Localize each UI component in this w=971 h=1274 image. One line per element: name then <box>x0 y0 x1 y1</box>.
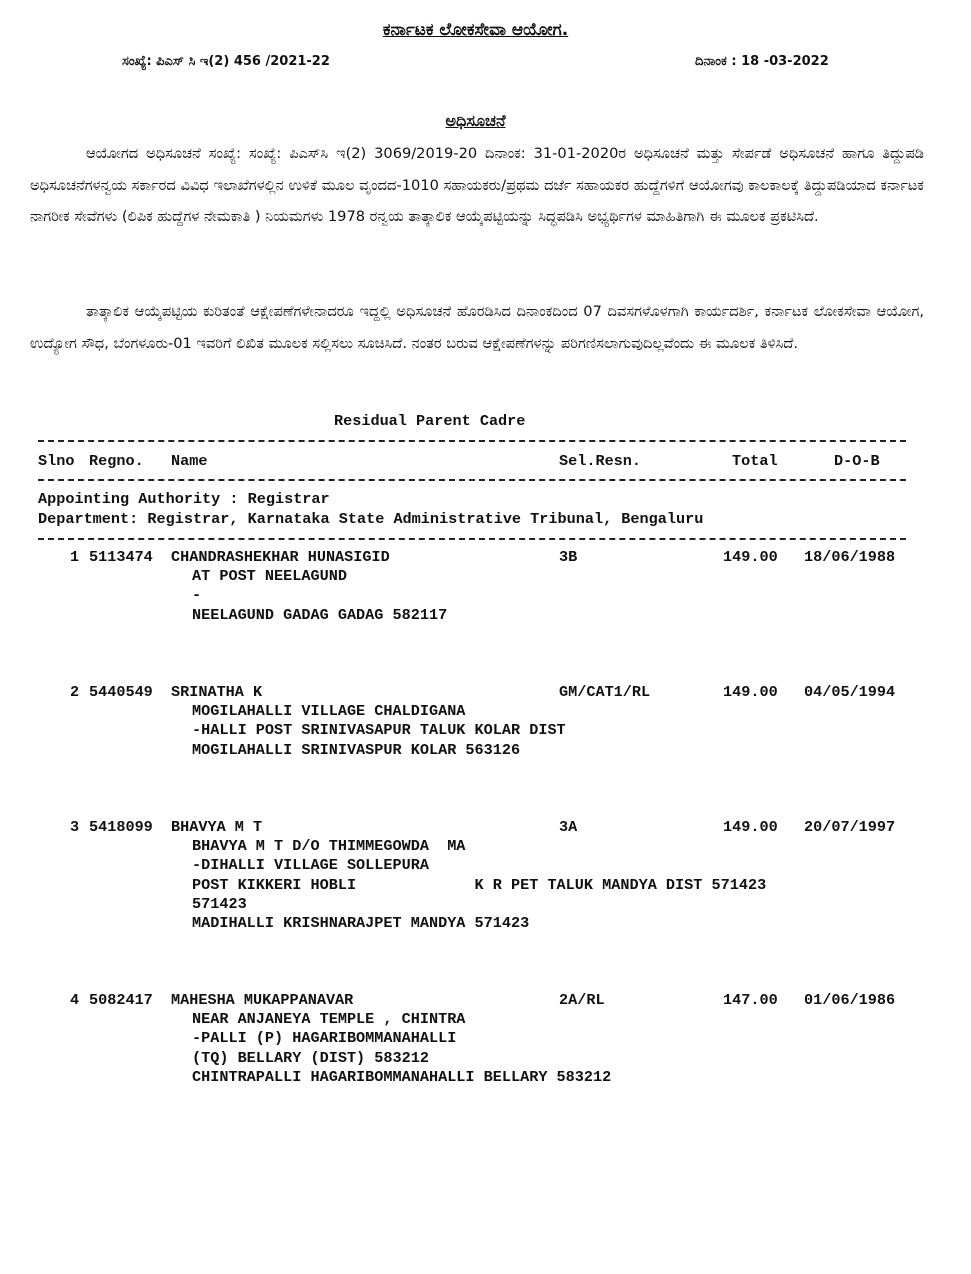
row-total: 149.00 <box>723 818 778 836</box>
table-title: Residual Parent Cadre <box>334 412 526 430</box>
reference-number: ಸಂಖ್ಯೆ: ಪಿಎಸ್ ಸಿ ಇ(2) 456 /2021-22 <box>122 54 330 69</box>
row-address-line: -PALLI (P) HAGARIBOMMANAHALLI <box>192 1029 457 1047</box>
row-name: BHAVYA M T <box>171 818 263 836</box>
row-address-line: 571423 <box>192 895 247 913</box>
row-address-line: (TQ) BELLARY (DIST) 583212 <box>192 1049 429 1067</box>
notice-paragraph-1: ಆಯೋಗದ ಅಧಿಸೂಚನೆ ಸಂಖ್ಯೆ: ಸಂಖ್ಯೆ: ಪಿಎಸ್‌ಸಿ ಇ(2) 3069/2019-20 ದಿನಾಂಕ: 31-01-2020ರ ಅಧಿಸೂಚನೆ ಮತ್ತು ಸೇರ್ಪಡೆ ಅಧಿಸೂಚನೆ ಹಾಗೂ ತಿದ್ದುಪಡಿ ಅಧಿಸೂಚನೆಗಳನ್ವಯ ಸರ್ಕಾರದ ವಿವಿಧ ಇಲಾಖೆಗಳಲ್ಲಿನ ಉಳಿಕೆ ಮೂಲ ವೃಂದದ-1010 ಸಹಾಯಕರು/ಪ್ರಥಮ ದರ್ಜೆ ಸಹಾಯಕರ ಹುದ್ದೆಗಳಿಗೆ ಆಯೋಗವು ಕಾಲಕಾಲಕ್ಕೆ ತಿದ್ದುಪಡಿಯಾದ ಕರ್ನಾಟಕ ನಾಗರೀಕ ಸೇವೆಗಳು (ಲಿಪಿಕ ಹುದ್ದೆಗಳ ನೇಮಕಾತಿ ) ನಿಯಮಗಳು 1978 ರನ್ವಯ ತಾತ್ಕಾಲಿಕ ಆಯ್ಕೆಪಟ್ಟಿಯನ್ನು ಸಿದ್ಧಪಡಿಸಿ ಅಭ್ಯರ್ಥಿಗಳ ಮಾಹಿತಿಗಾಗಿ ಈ ಮೂಲಕ ಪ್ರಕಟಿಸಿದೆ. <box>30 145 924 225</box>
row-dob: 01/06/1986 <box>804 991 896 1009</box>
column-header-regno: Regno. <box>89 452 144 470</box>
column-header-dob: D-O-B <box>834 452 880 470</box>
row-address-line: NEELAGUND GADAG GADAG 582117 <box>192 606 448 624</box>
row-address-line: -HALLI POST SRINIVASAPUR TALUK KOLAR DIST <box>192 721 566 739</box>
row-dob: 20/07/1997 <box>804 818 896 836</box>
row-resn: GM/CAT1/RL <box>559 683 651 701</box>
document-title: ಕರ್ನಾಟಕ ಲೋಕಸೇವಾ ಆಯೋಗ. <box>382 20 569 40</box>
row-address-line: -DIHALLI VILLAGE SOLLEPURA <box>192 856 429 874</box>
row-address-line: MOGILAHALLI SRINIVASPUR KOLAR 563126 <box>192 741 521 759</box>
row-regno: 5440549 <box>89 683 153 701</box>
divider-top <box>38 440 906 442</box>
row-dob: 04/05/1994 <box>804 683 896 701</box>
row-slno: 2 <box>70 683 80 701</box>
row-name: SRINATHA K <box>171 683 263 701</box>
row-total: 147.00 <box>723 991 778 1009</box>
department: Department: Registrar, Karnataka State Administrative Tribunal, Bengaluru <box>38 510 704 528</box>
column-header-total: Total <box>732 452 778 470</box>
row-address-line: - <box>192 586 202 604</box>
row-regno: 5418099 <box>89 818 153 836</box>
column-header-name: Name <box>171 452 208 470</box>
row-resn: 3A <box>559 818 578 836</box>
row-address-line: BHAVYA M T D/O THIMMEGOWDA MA <box>192 837 466 855</box>
row-slno: 1 <box>70 548 80 566</box>
row-address-line: AT POST NEELAGUND <box>192 567 347 585</box>
row-address-line: POST KIKKERI HOBLI K R PET TALUK MANDYA DIST 571423 <box>192 876 767 894</box>
row-regno: 5113474 <box>89 548 153 566</box>
row-address-line: MOGILAHALLI VILLAGE CHALDIGANA <box>192 702 466 720</box>
row-total: 149.00 <box>723 548 778 566</box>
notice-paragraph-2: ತಾತ್ಕಾಲಿಕ ಆಯ್ಕೆಪಟ್ಟಿಯ ಕುರಿತಂತೆ ಆಕ್ಷೇಪಣೆಗಳೇನಾದರೂ ಇದ್ದಲ್ಲಿ ಅಧಿಸೂಚನೆ ಹೊರಡಿಸಿದ ದಿನಾಂಕದಿಂದ 07 ದಿವಸಗಳೊಳಗಾಗಿ ಕಾರ್ಯದರ್ಶಿ, ಕರ್ನಾಟಕ ಲೋಕಸೇವಾ ಆಯೋಗ, ಉದ್ಯೋಗ ಸೌಧ, ಬೆಂಗಳೂರು-01 ಇವರಿಗೆ ಲಿಖಿತ ಮೂಲಕ ಸಲ್ಲಿಸಲು ಸೂಚಿಸಿದೆ. ನಂತರ ಬರುವ ಆಕ್ಷೇಪಣೆಗಳನ್ನು ಪರಿಗಣಿಸಲಾಗುವುದಿಲ್ಲವೆಂದು ಈ ಮೂಲಕ ತಿಳಿಸಿದೆ. <box>30 303 924 352</box>
row-resn: 3B <box>559 548 578 566</box>
column-header-resn: Sel.Resn. <box>559 452 642 470</box>
divider-header <box>38 479 906 481</box>
row-name: CHANDRASHEKHAR HUNASIGID <box>171 548 390 566</box>
row-address-line: MADIHALLI KRISHNARAJPET MANDYA 571423 <box>192 914 530 932</box>
notice-heading: ಅಧಿಸೂಚನೆ <box>445 111 506 130</box>
row-address-line: NEAR ANJANEYA TEMPLE , CHINTRA <box>192 1010 466 1028</box>
row-slno: 3 <box>70 818 80 836</box>
appointing-authority: Appointing Authority : Registrar <box>38 490 330 508</box>
row-slno: 4 <box>70 991 80 1009</box>
row-name: MAHESHA MUKAPPANAVAR <box>171 991 354 1009</box>
document-date: ದಿನಾಂಕ : 18 -03-2022 <box>695 54 829 69</box>
divider-department <box>38 538 906 540</box>
row-regno: 5082417 <box>89 991 153 1009</box>
row-total: 149.00 <box>723 683 778 701</box>
row-dob: 18/06/1988 <box>804 548 896 566</box>
row-address-line: CHINTRAPALLI HAGARIBOMMANAHALLI BELLARY 583212 <box>192 1068 612 1086</box>
column-header-slno: Slno <box>38 452 75 470</box>
row-resn: 2A/RL <box>559 991 605 1009</box>
